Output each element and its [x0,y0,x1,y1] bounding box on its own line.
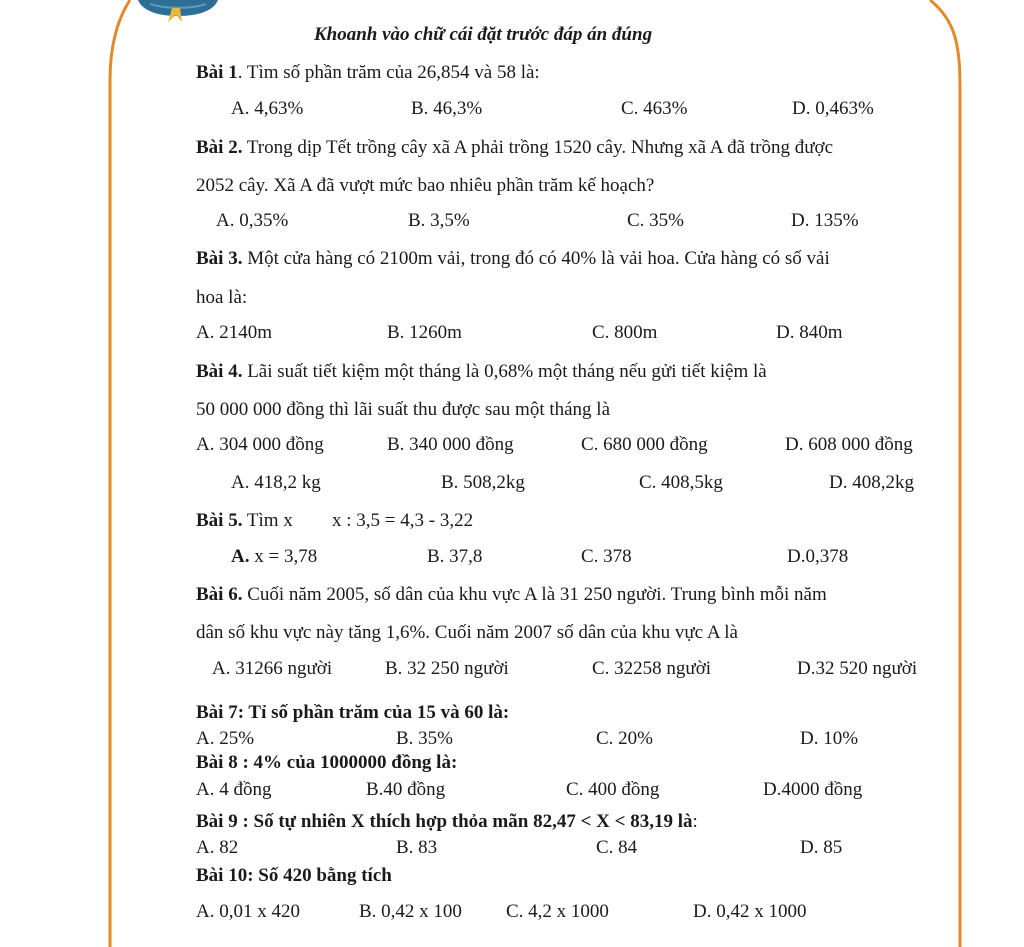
extra-option-a: A. 418,2 kg [231,472,321,493]
question-text-line2: dân số khu vực này tăng 1,6%. Cuối năm 2007 số dân của khu vực A là [196,622,738,643]
option-a: A. 0,35% [216,210,289,231]
option-a: A. 0,01 x 420 [196,901,300,922]
question-3 [196,248,830,270]
option-b: B. 46,3% [411,98,483,119]
option-d: D. 85 [800,837,843,858]
option-c: C. 20% [596,728,653,749]
option-a-letter: A. [231,546,250,567]
question-1 [196,62,540,84]
option-c: C. 84 [596,837,638,858]
option-b: B. 37,8 [427,546,483,567]
extra-option-c: C. 408,5kg [639,472,723,493]
option-d: D. 0,463% [792,98,874,119]
question-text: Lãi suất tiết kiệm một tháng là 0,68% một tháng nếu gửi tiết kiệm là [242,361,767,382]
question-label: Bài 9 : Số tự nhiên X thích hợp thỏa mãn 82,47 < X < 83,19 là [196,811,693,832]
option-d: D. 0,42 x 1000 [693,901,807,922]
option-c: C. 32258 người [592,658,712,679]
question-10: Bài 10: Số 420 bằng tích [196,865,392,886]
option-a: A. 304 000 đồng [196,434,324,455]
question-label: Bài 1 [196,62,238,83]
page-title: Khoanh vào chữ cái đặt trước đáp án đúng [314,24,653,45]
question-label: Bài 4. [196,361,243,382]
option-c: C. 400 đồng [566,779,660,800]
option-d: D.32 520 người [797,658,918,679]
question-5 [196,510,293,532]
option-b: B. 340 000 đồng [387,434,514,455]
question-label: Bài 2. [196,137,243,158]
option-a: A. 2140m [196,322,272,343]
option-c: C. 680 000 đồng [581,434,708,455]
question-text: Cuối năm 2005, số dân của khu vực A là 31 250 người. Trung bình mỗi năm [242,584,827,605]
equation: x : 3,5 = 4,3 - 3,22 [332,510,474,531]
option-a: A. 25% [196,728,255,749]
option-a-value: x = 3,78 [249,546,318,567]
option-b: B. 83 [396,837,438,858]
question-suffix: : [692,811,698,832]
question-9 [196,811,698,833]
question-label: Bài 3. [196,248,243,269]
question-2 [196,137,833,159]
option-b: B.40 đồng [366,779,446,800]
option-c: C. 463% [621,98,688,119]
option-d: D. 135% [791,210,859,231]
option-a: A. 82 [196,837,239,858]
question-6 [196,584,827,606]
option-d: D.4000 đồng [763,779,863,800]
option-c: C. 4,2 x 1000 [506,901,609,922]
option-b: B. 3,5% [408,210,470,231]
option-a [231,546,317,568]
option-d: D.0,378 [787,546,849,567]
option-a: A. 4 đồng [196,779,272,800]
option-c: C. 378 [581,546,632,567]
question-4 [196,361,767,383]
option-a: A. 31266 người [212,658,333,679]
extra-option-b: B. 508,2kg [441,472,525,493]
option-b: B. 32 250 người [385,658,509,679]
option-c: C. 800m [592,322,658,343]
option-d: D. 10% [800,728,859,749]
graduation-hat-icon [138,0,218,22]
option-b: B. 0,42 x 100 [359,901,462,922]
question-text: Tìm x [242,510,293,531]
question-text: Một cửa hàng có 2100m vải, trong đó có 40% là vải hoa. Cửa hàng có số vải [242,248,830,269]
option-d: D. 608 000 đồng [785,434,913,455]
question-label: Bài 6. [196,584,243,605]
extra-option-d: D. 408,2kg [829,472,914,493]
question-label: Bài 5. [196,510,243,531]
option-d: D. 840m [776,322,843,343]
question-text: Trong dịp Tết trồng cây xã A phải trồng 1520 cây. Nhưng xã A đã trồng được [242,137,834,158]
question-7: Bài 7: Tỉ số phần trăm của 15 và 60 là: [196,702,510,723]
question-text-line2: 50 000 000 đồng thì lãi suất thu được sau một tháng là [196,399,611,420]
question-8: Bài 8 : 4% của 1000000 đồng là: [196,752,458,773]
option-a: A. 4,63% [231,98,304,119]
question-text-line2: hoa là: [196,287,248,308]
option-b: B. 1260m [387,322,462,343]
option-c: C. 35% [627,210,684,231]
question-text-line2: 2052 cây. Xã A đã vượt mức bao nhiêu phần trăm kế hoạch? [196,175,655,196]
question-text: . Tìm số phần trăm của 26,854 và 58 là: [237,62,540,83]
option-b: B. 35% [396,728,453,749]
